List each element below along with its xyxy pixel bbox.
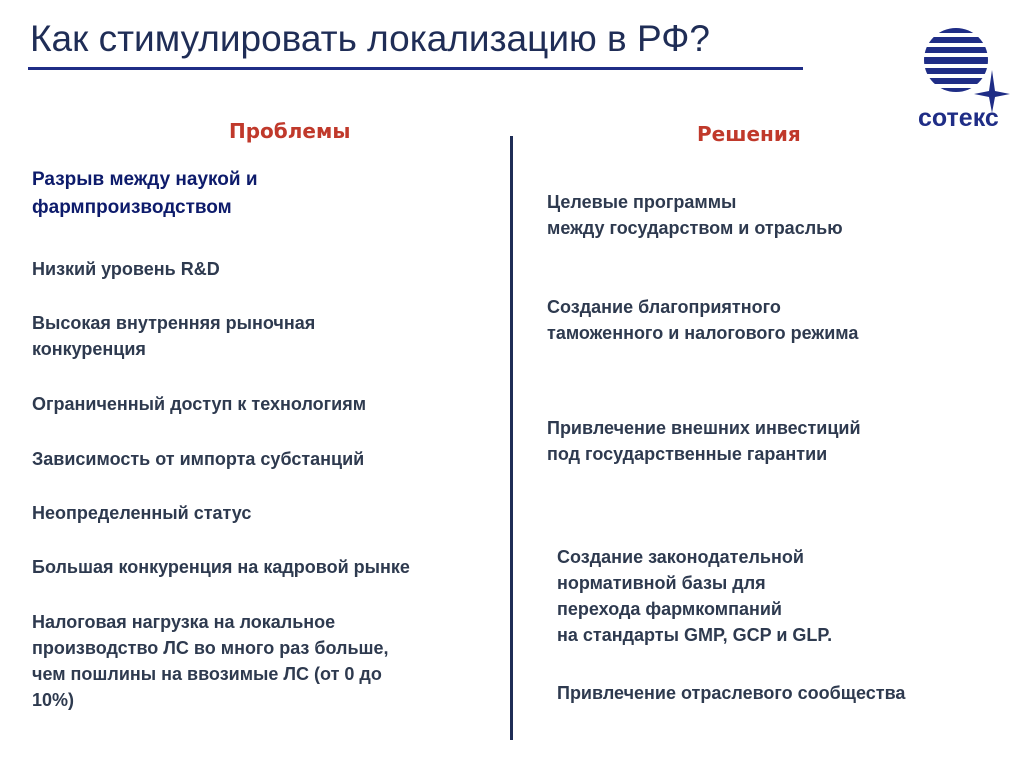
solution-item: Целевые программы между государством и отраслью [547, 192, 843, 238]
solution-item: Привлечение внешних инвестиций под государственные гарантии [547, 418, 861, 464]
problem-item: Налоговая нагрузка на локальное производство ЛС во много раз больше, чем пошлины на ввозимые ЛС (от 0 до 10%) [32, 612, 389, 710]
problem-item: Большая конкуренция на кадровой рынке [32, 557, 410, 577]
page-title: Как стимулировать локализацию в РФ? [30, 18, 710, 59]
title-underline [28, 67, 803, 70]
solution-item: Создание благоприятного таможенного и налогового режима [547, 297, 859, 343]
problem-item: Высокая внутренняя рыночная конкуренция [32, 313, 316, 359]
problem-item: Ограниченный доступ к технологиям [32, 394, 367, 414]
logo-text: сотекс [918, 104, 999, 132]
problem-item: Низкий уровень R&D [32, 259, 220, 279]
solution-item: Создание законодательной нормативной базы для перехода фармкомпаний на стандарты GMP, GCP и GLP. [557, 547, 833, 645]
solution-item: Привлечение отраслевого сообщества [557, 683, 906, 703]
column-divider [510, 136, 513, 740]
problems-heading: Проблемы [229, 119, 351, 143]
problem-item: Неопределенный статус [32, 503, 252, 523]
solutions-heading: Решения [697, 122, 801, 146]
problem-item: Зависимость от импорта субстанций [32, 449, 365, 469]
problem-item: Разрыв между наукой и фармпроизводством [32, 169, 258, 218]
